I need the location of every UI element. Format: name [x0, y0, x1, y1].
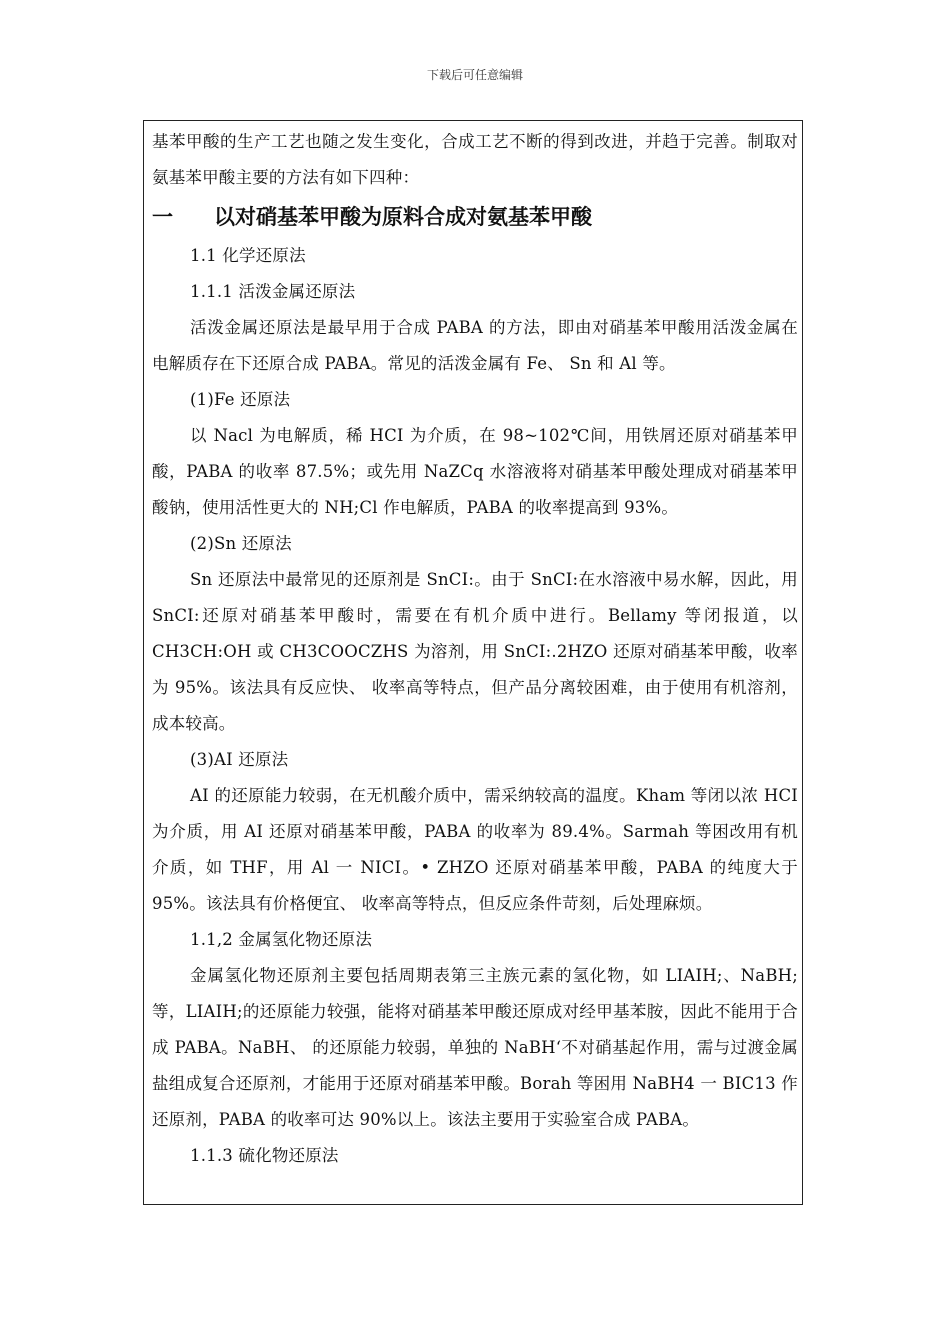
paragraph-hydride: 金属氢化物还原剂主要包括周期表第三主族元素的氢化物，如 LIAIH;、NaBH;等，LIAIH;的还原能力较强，能将对硝基苯甲酸还原成对经甲基苯胺，因此不能用于合成 PABA。NaBH、 的还原能力较弱，单独的 NaBH‘不对硝基起作用，需与过渡金属盐组成复合还原剂，才能用于还原对硝基苯甲酸。Borah 等困用 NaBH4 一 BIC13 作还原剂，PABA 的收率可达 90%以上。该法主要用于实验室合成 PABA。	[152, 966, 798, 1129]
intro-paragraph: 基苯甲酸的生产工艺也随之发生变化，合成工艺不断的得到改进，并趋于完善。制取对氨基苯甲酸主要的方法有如下四种：	[152, 132, 798, 187]
paragraph-sn: Sn 还原法中最常见的还原剂是 SnCI:。由于 SnCI:在水溶液中易水解，因此，用 SnCI:还原对硝基苯甲酸时，需要在有机介质中进行。Bellamy 等闭报道，以 CH3CH:OH 或 CH3COOCZHS 为溶剂，用 SnCI:.2HZO 还原对硝基苯甲酸，收率为 95%。该法具有反应快、 收率高等特点，但产品分离较困难，由于使用有机溶剂，成本较高。	[152, 570, 798, 733]
paragraph-fe: 以 Nacl 为电解质，稀 HCI 为介质，在 98~102℃间，用铁屑还原对硝基苯甲酸，PABA 的收率 87.5%；或先用 NaZCq 水溶液将对硝基苯甲酸处理成对硝基苯甲酸钠，使用活性更大的 NH;Cl 作电解质，PABA 的收率提高到 93%。	[152, 426, 798, 517]
section-heading	[152, 196, 798, 238]
paragraph-al: AI 的还原能力较弱，在无机酸介质中，需采纳较高的温度。Kham 等闭以浓 HCI 为介质，用 AI 还原对硝基苯甲酸，PABA 的收率为 89.4%。Sarmah 等困改用有机介质，如 THF，用 Al 一 NICI。• ZHZO 还原对硝基苯甲酸，PABA 的纯度大于 95%。该法具有价格便宜、 收率高等特点，但反应条件苛刻，后处理麻烦。	[152, 786, 798, 913]
heading-1-1: 1.1 化学还原法	[190, 246, 306, 265]
section-title: 以对硝基苯甲酸为原料合成对氨基苯甲酸	[214, 205, 592, 229]
section-number: 一	[152, 205, 173, 229]
heading-sn: (2)Sn 还原法	[190, 534, 292, 553]
heading-al: (3)AI 还原法	[190, 750, 289, 769]
paragraph-active-metal: 活泼金属还原法是最早用于合成 PABA 的方法，即由对硝基苯甲酸用活泼金属在电解质存在下还原合成 PABA。常见的活泼金属有 Fe、 Sn 和 Al 等。	[152, 318, 798, 373]
heading-fe: (1)Fe 还原法	[190, 390, 291, 409]
heading-1-1-2: 1.1,2 金属氢化物还原法	[190, 930, 373, 949]
document-body	[152, 124, 798, 1174]
header-note: 下载后可任意编辑	[426, 68, 523, 82]
heading-1-1-3: 1.1.3 硫化物还原法	[190, 1146, 339, 1165]
heading-1-1-1: 1.1.1 活泼金属还原法	[190, 282, 356, 301]
